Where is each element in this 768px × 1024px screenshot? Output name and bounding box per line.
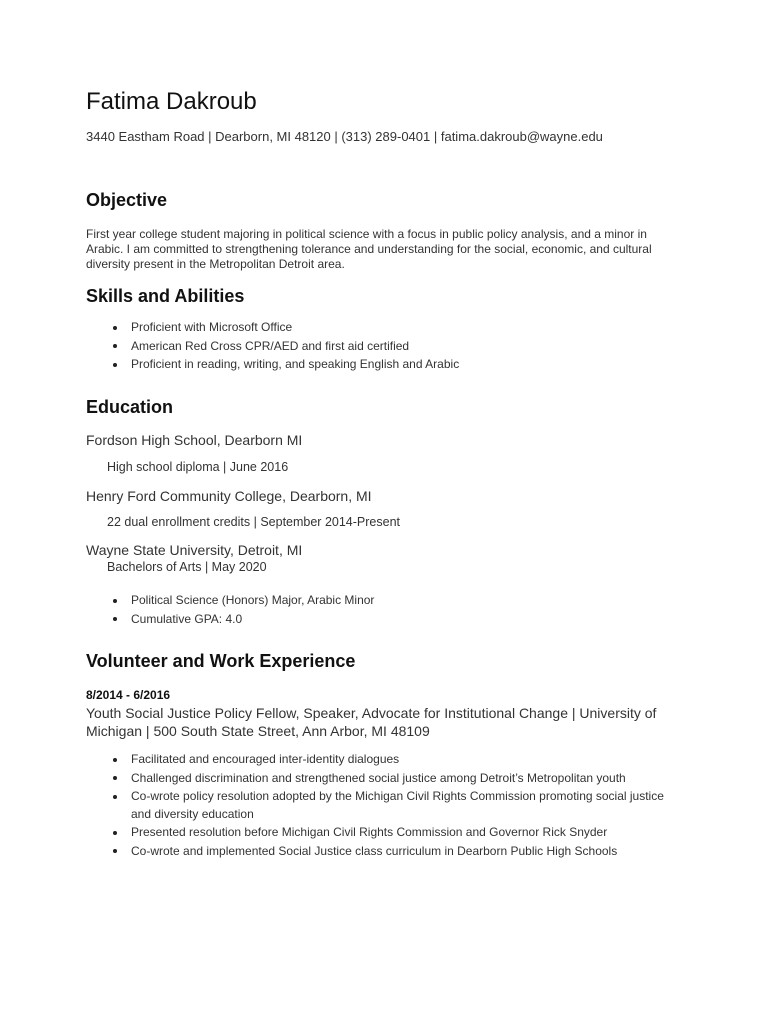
resume-name: Fatima Dakroub xyxy=(86,88,257,115)
skills-list-item: American Red Cross CPR/AED and first aid certified xyxy=(86,338,686,356)
objective-text: First year college student majoring in political science with a focus in public policy analysis, and a minor in Arabic. I am committed to strengthening tolerance and understanding for the social, economic, and cultural diversity present in the Metropolitan Detroit area. xyxy=(86,227,652,271)
education-heading: Education xyxy=(86,397,174,417)
school-name: Henry Ford Community College, Dearborn, MI xyxy=(86,488,372,504)
school-detail: Bachelors of Arts | May 2020 xyxy=(107,560,267,574)
skills-list xyxy=(86,319,686,375)
experience-list-item: Facilitated and encouraged inter-identity dialogues xyxy=(86,751,686,769)
skills-list-item: Proficient in reading, writing, and speaking English and Arabic xyxy=(86,356,686,374)
skills-heading: Skills and Abilities xyxy=(86,286,245,306)
experience-list-item: Challenged discrimination and strengthened social justice among Detroit’s Metropolitan youth xyxy=(86,770,686,788)
school-detail: 22 dual enrollment credits | September 2014-Present xyxy=(107,515,400,529)
experience-list-item: Co-wrote policy resolution adopted by the Michigan Civil Rights Commission promoting social justice and diversity education xyxy=(86,788,686,823)
skills-list-item: Proficient with Microsoft Office xyxy=(86,319,686,337)
school-name: Fordson High School, Dearborn MI xyxy=(86,432,303,448)
experience-list xyxy=(86,751,686,861)
contact-line: 3440 Eastham Road | Dearborn, MI 48120 | (313) 289-0401 | fatima.dakroub@wayne.edu xyxy=(86,129,603,144)
experience-heading: Volunteer and Work Experience xyxy=(86,651,356,671)
wsu-detail-item: Cumulative GPA: 4.0 xyxy=(86,611,686,629)
experience-list-item: Co-wrote and implemented Social Justice class curriculum in Dearborn Public High Schools xyxy=(86,843,686,861)
school-detail: High school diploma | June 2016 xyxy=(107,460,289,474)
wsu-detail-item: Political Science (Honors) Major, Arabic Minor xyxy=(86,592,686,610)
wsu-details-list xyxy=(86,592,686,629)
experience-role: Youth Social Justice Policy Fellow, Speaker, Advocate for Institutional Change | University of Michigan | 500 South State Street, Ann Arbor, MI 48109 xyxy=(86,705,657,739)
experience-list-item: Presented resolution before Michigan Civil Rights Commission and Governor Rick Snyder xyxy=(86,824,686,842)
experience-date: 8/2014 - 6/2016 xyxy=(86,688,171,702)
school-name: Wayne State University, Detroit, MI xyxy=(86,542,303,558)
objective-heading: Objective xyxy=(86,190,168,210)
